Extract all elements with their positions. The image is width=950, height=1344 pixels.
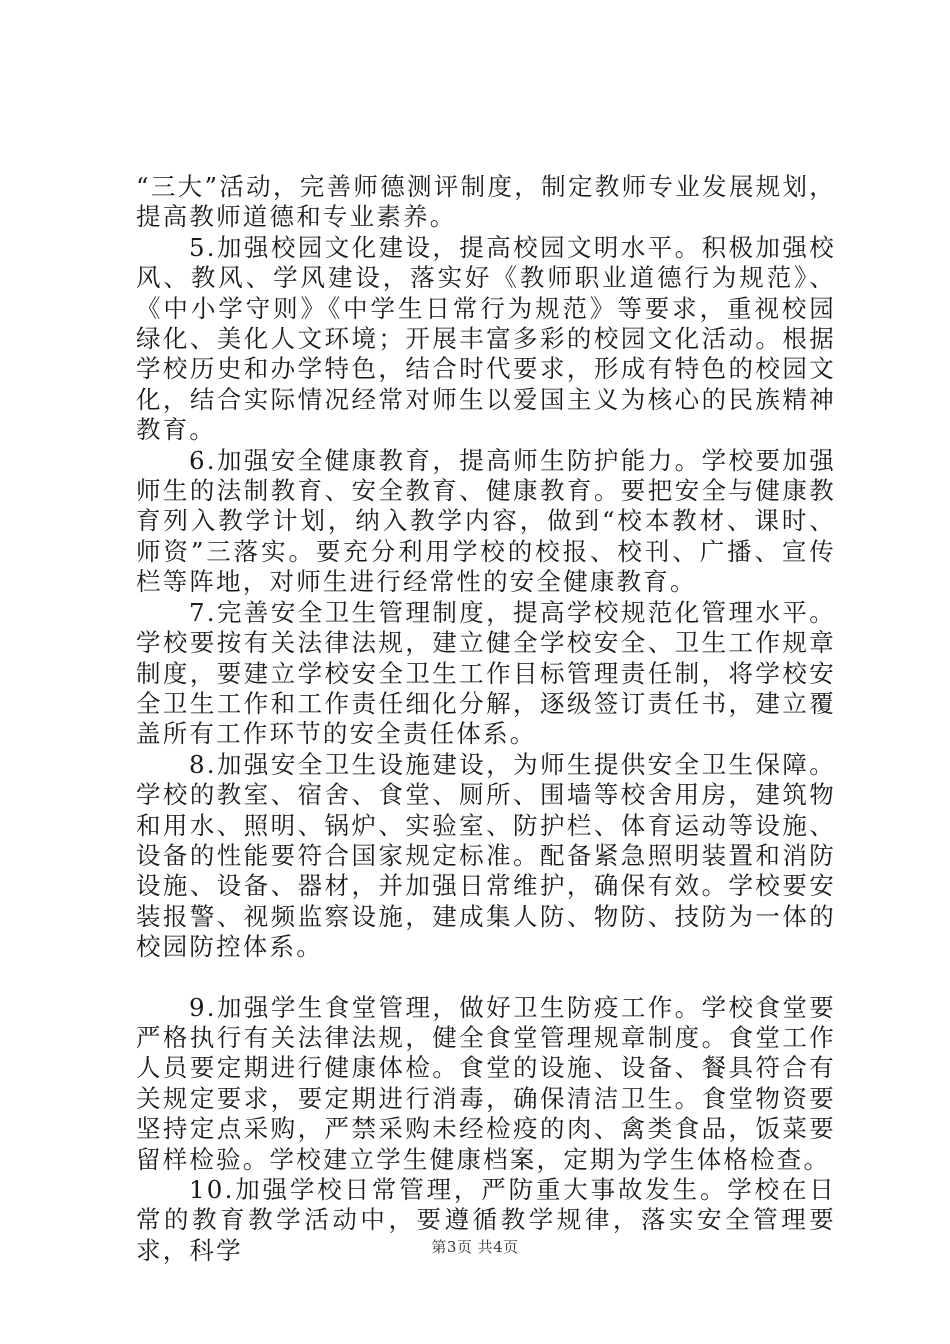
paragraph-item-5: 5.加强校园文化建设，提高校园文明水平。积极加强校风、教风、学风建设，落实好《教师职业道德行为规范》、《中小学守则》《中学生日常行为规范》等要求，重视校园绿化、美化人文环境；开展丰富多彩的校园文化活动。根据学校历史和办学特色，结合时代要求，形成有特色的校园文化，结合实际情况经常对师生以爱国主义为核心的民族精神教育。 [136,232,836,445]
paragraph-item-7: 7.完善安全卫生管理制度，提高学校规范化管理水平。学校要按有关法律法规，建立健全学校安全、卫生工作规章制度，要建立学校安全卫生工作目标管理责任制，将学校安全卫生工作和工作责任细化分解，逐级签订责任书，建立覆盖所有工作环节的安全责任体系。 [136,597,836,749]
paragraph-item-8: 8.加强安全卫生设施建设，为师生提供安全卫生保障。学校的教室、宿舍、食堂、厕所、围墙等校舍用房，建筑物和用水、照明、锅炉、实验室、防护栏、体育运动等设施、设备的性能要符合国家规定标准。配备紧急照明装置和消防设施、设备、器材，并加强日常维护，确保有效。学校要安装报警、视频监察设施，建成集人防、物防、技防为一体的校园防控体系。 [136,749,836,962]
page-footer: 第3页 共4页 [431,1238,519,1256]
document-body [136,172,836,1266]
paragraph-item-6: 6.加强安全健康教育，提高师生防护能力。学校要加强师生的法制教育、安全教育、健康教育。要把安全与健康教育列入教学计划，纳入教学内容，做到“校本教材、课时、师资”三落实。要充分利用学校的校报、校刊、广播、宣传栏等阵地，对师生进行经常性的安全健康教育。 [136,445,836,597]
paragraph-continuation: “三大”活动，完善师德测评制度，制定教师专业发展规划，提高教师道德和专业素养。 [136,172,836,232]
paragraph-item-10: 10.加强学校日常管理，严防重大事故发生。学校在日常的教育教学活动中，要遵循教学规律，落实安全管理要求，科学 [136,1175,836,1265]
paragraph-item-9: 9.加强学生食堂管理，做好卫生防疫工作。学校食堂要严格执行有关法律法规，健全食堂管理规章制度。食堂工作人员要定期进行健康体检。食堂的设施、设备、餐具符合有关规定要求，要定期进行消毒，确保清洁卫生。食堂物资要坚持定点采购，严禁采购未经检疫的肉、禽类食品，饭菜要留样检验。学校建立学生健康档案，定期为学生体格检查。 [136,992,836,1174]
